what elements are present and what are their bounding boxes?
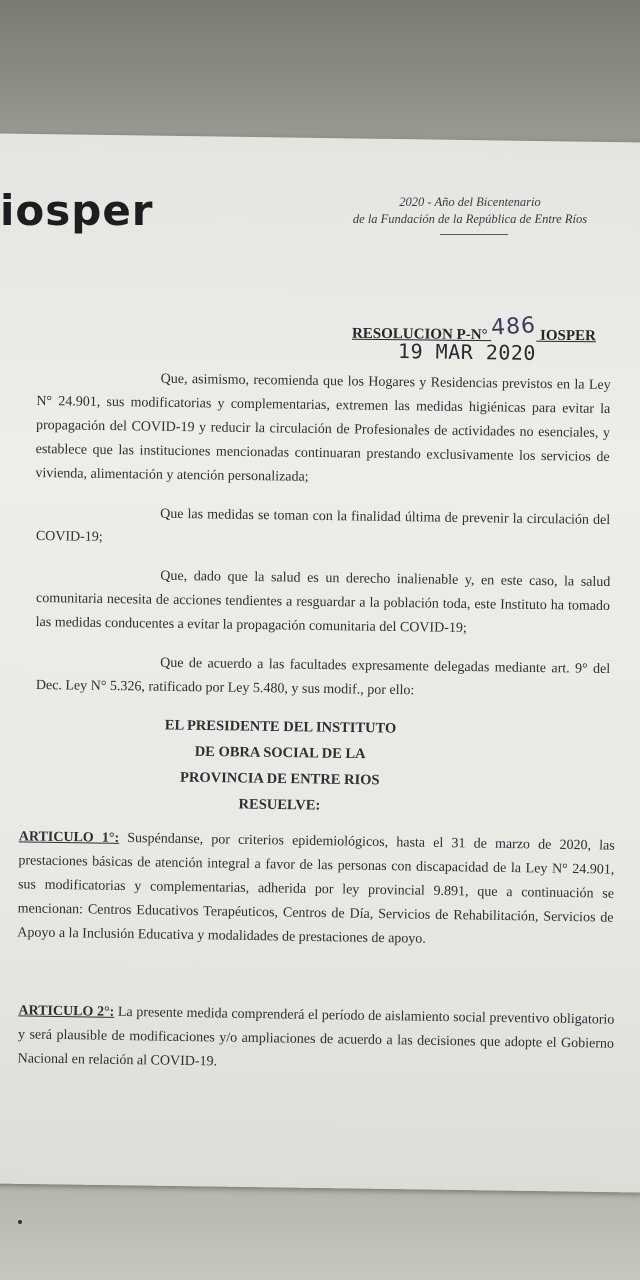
paragraph-text: Que, dado que la salud es un derecho inalienable y, en este caso, la salud comunitaria necesita de acciones tendientes a resguardar a la población toda, este Instituto ha tomado las medidas conducentes a evitar la propagación comunitaria del COVID-19; — [35, 568, 611, 637]
heading-line-2: DE OBRA SOCIAL DE LA — [194, 743, 366, 763]
heading-line-1: EL PRESIDENTE DEL INSTITUTO — [164, 717, 397, 737]
article-text: Suspéndanse, por criterios epidemiológicos, hasta el 31 de marzo de 2020, las prestaciones básicas de atención integral a favor de las personas con discapacidad de la Ley N° 24.901, sus modificatorias y complementarias, adherida por ley provincial 9.891, que a continuación se mencionan: Centros Educativos Terapéuticos, Centros de Día, Servicios de Rehabilitación, Servicios de Apoyo a la Inclusión Educativa y modalidades de prestaciones de apoyo. — [17, 830, 615, 947]
article-text: La presente medida comprenderá el período de aislamiento social preventivo obligatorio y será plausible de modificaciones y/o ampliaciones de acuerdo a las decisiones que adopte el Gobierno Nacional en relación al COVID-19. — [17, 1004, 615, 1070]
article-label: ARTICULO 1°: — [18, 829, 120, 846]
paragraph-text: Que, asimismo, recomienda que los Hogares y Residencias previstos en la Ley N° 24.901, sus modificatorias y complementarias, extremen las medidas higiénicas para evitar la propagación del COVID-19 y reducir la circulación de Profesionales de actividades no esenciales, y establece que las instituciones mencionadas continuaran prestando exclusivamente los servicios de vivienda, alimentación y atención personalizada; — [35, 371, 611, 485]
speck-mark — [18, 1220, 22, 1224]
paragraph-text: Que las medidas se toman con la finalidad última de prevenir la circulación del COVID-19; — [35, 506, 611, 545]
paragraph-1 — [35, 366, 611, 494]
heading-line-4: RESUELVE: — [238, 796, 321, 814]
background-bottom — [0, 1180, 640, 1280]
paragraph-4 — [36, 650, 611, 706]
motto-line-2: de la Fundación de la República de Entre Ríos — [352, 212, 588, 226]
date-stamp: 19 MAR 2020 — [397, 339, 537, 365]
heading-line-3: PROVINCIA DE ENTRE RIOS — [179, 769, 380, 789]
resolution-number: 486 — [490, 313, 538, 341]
motto-divider — [440, 234, 508, 235]
article-1 — [17, 825, 615, 954]
motto-line-1: 2020 - Año del Bicentenario — [399, 195, 541, 209]
paragraph-2 — [36, 501, 611, 557]
resolution-heading — [149, 712, 410, 820]
resolution-suffix: IOSPER — [539, 327, 597, 345]
paragraph-3 — [36, 563, 611, 643]
article-2 — [17, 999, 614, 1080]
iosper-logo: iosper — [0, 186, 154, 235]
article-label: ARTICULO 2°: — [18, 1003, 115, 1020]
paragraph-text: Que de acuerdo a las facultades expresamente delegadas mediante art. 9° del Dec. Ley N° 5.326, ratificado por Ley 5.480, y sus modif., por ello: — [35, 655, 611, 699]
background-top — [0, 0, 640, 150]
letterhead-motto — [340, 194, 600, 228]
resolution-prefix: RESOLUCION P-N° — [351, 325, 488, 344]
